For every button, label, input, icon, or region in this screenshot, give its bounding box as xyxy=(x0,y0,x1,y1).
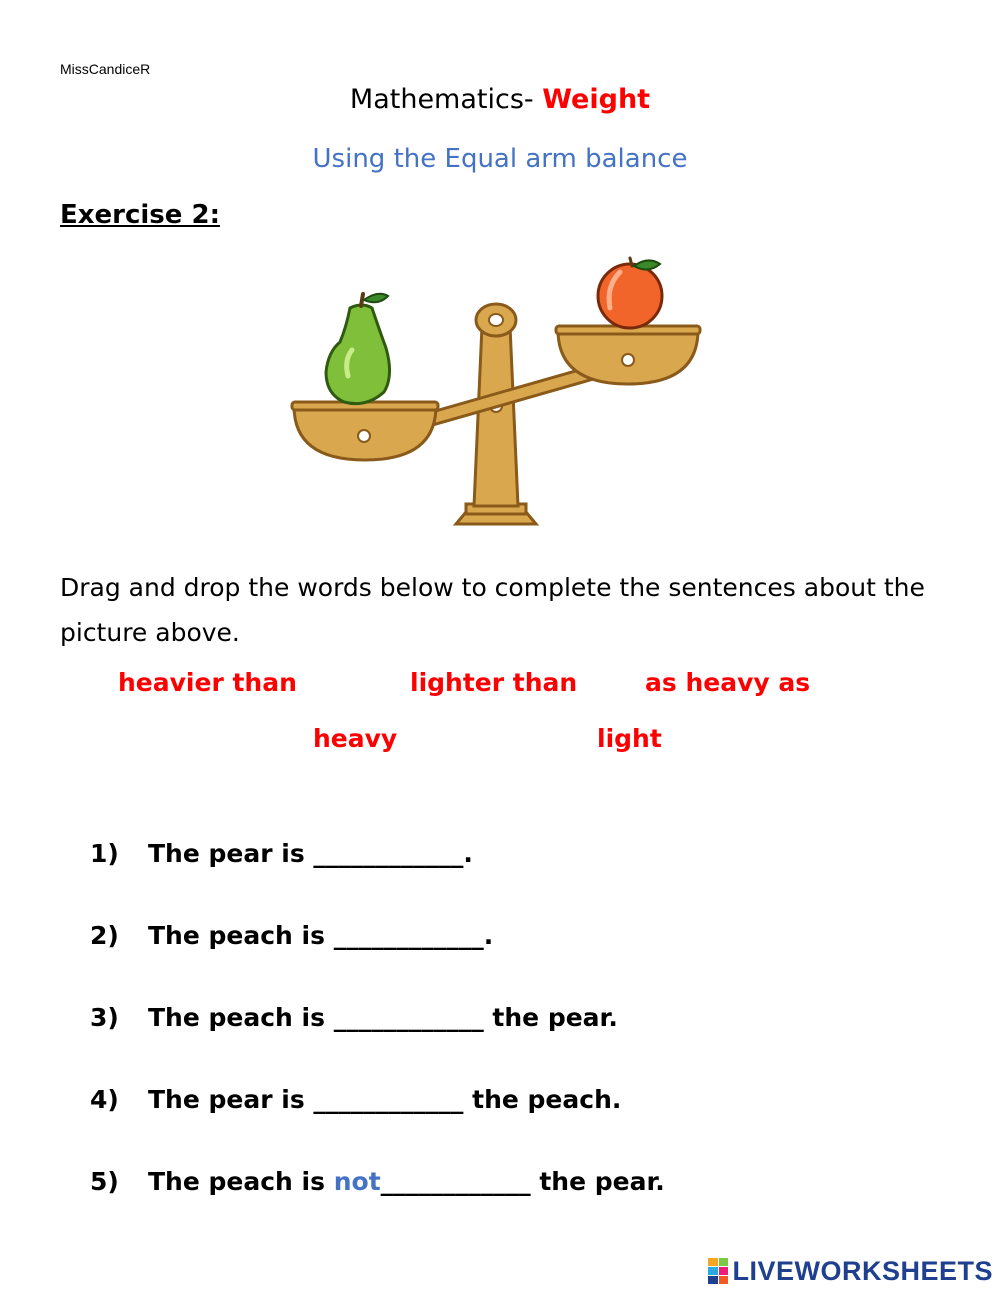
brand-name: LIVEWORKSHEETS xyxy=(732,1255,993,1286)
liveworksheets-brand[interactable] xyxy=(708,1254,993,1288)
question-3 xyxy=(90,1003,618,1032)
answer-blank[interactable]: ____________ xyxy=(333,921,484,950)
question-1 xyxy=(90,839,473,868)
question-keyword-not: not xyxy=(333,1167,381,1196)
question-text-end: the pear. xyxy=(483,1003,618,1032)
word-heavy[interactable]: heavy xyxy=(313,724,398,753)
word-lighter-than[interactable]: lighter than xyxy=(410,668,578,697)
question-number: 4) xyxy=(90,1085,119,1114)
answer-blank[interactable]: ____________ xyxy=(380,1167,531,1196)
word-heavier-than[interactable]: heavier than xyxy=(118,668,297,697)
question-number: 2) xyxy=(90,921,119,950)
balance-scale-icon xyxy=(288,256,704,542)
question-text: The peach is xyxy=(148,1003,334,1032)
title-accent: Weight xyxy=(542,84,651,115)
page-subtitle: Using the Equal arm balance xyxy=(312,144,688,174)
question-5 xyxy=(90,1167,665,1196)
exercise-heading: Exercise 2: xyxy=(60,200,220,230)
question-4 xyxy=(90,1085,621,1114)
answer-blank[interactable]: ____________ xyxy=(313,839,464,868)
question-2 xyxy=(90,921,493,950)
title-prefix: Mathematics- xyxy=(349,84,543,115)
question-number: 1) xyxy=(90,839,119,868)
question-text: The peach is xyxy=(148,1167,334,1196)
question-number: 3) xyxy=(90,1003,119,1032)
question-text-end: . xyxy=(463,839,473,868)
instructions-text: Drag and drop the words below to complete the sentences about the picture above. xyxy=(60,573,925,647)
author-credit: MissCandiceR xyxy=(60,61,151,77)
word-light[interactable]: light xyxy=(597,724,662,753)
pear-icon xyxy=(326,294,390,404)
question-number: 5) xyxy=(90,1167,119,1196)
peach-icon xyxy=(598,258,662,328)
question-text: The pear is xyxy=(148,839,314,868)
question-text: The peach is xyxy=(148,921,334,950)
question-text-end: the pear. xyxy=(530,1167,665,1196)
answer-blank[interactable]: ____________ xyxy=(333,1003,484,1032)
word-as-heavy-as[interactable]: as heavy as xyxy=(645,668,811,697)
question-text: The pear is xyxy=(148,1085,314,1114)
question-text-end: the peach. xyxy=(463,1085,622,1114)
question-text-end: . xyxy=(483,921,494,950)
liveworksheets-logo-icon xyxy=(708,1258,728,1284)
answer-blank[interactable]: ____________ xyxy=(313,1085,464,1114)
page-title xyxy=(0,84,1000,115)
